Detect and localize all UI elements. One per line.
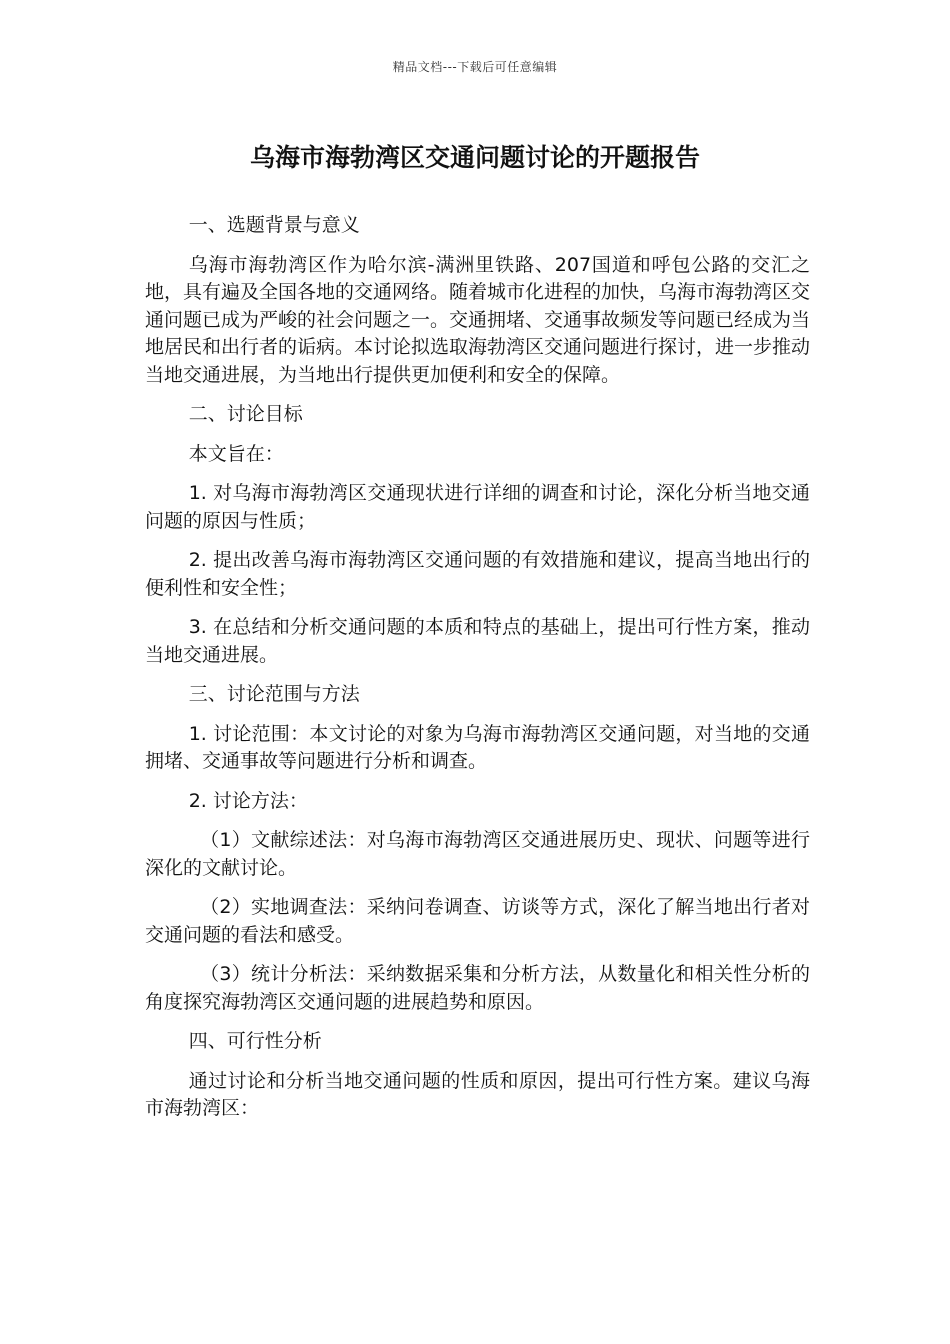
goal-item-1: 1. 对乌海市海勃湾区交通现状进行详细的调查和讨论，深化分析当地交通问题的原因与性质； [145, 482, 810, 532]
document-title: 乌海市海勃湾区交通问题讨论的开题报告 [249, 143, 700, 172]
method-literature-review: （1）文献综述法：对乌海市海勃湾区交通进展历史、现状、问题等进行深化的文献讨论。 [145, 829, 810, 879]
section-heading-scope-methods: 三、讨论范围与方法 [188, 683, 360, 705]
document-body [145, 212, 810, 1135]
goal-item-2: 2. 提出改善乌海市海勃湾区交通问题的有效措施和建议，提高当地出行的便利性和安全性； [145, 549, 810, 599]
methods-item: 2. 讨论方法： [188, 789, 308, 812]
paragraph-feasibility: 通过讨论和分析当地交通问题的性质和原因，提出可行性方案。建议乌海市海勃湾区： [145, 1069, 810, 1119]
paragraph-goals-intro: 本文旨在： [188, 442, 284, 465]
method-field-survey: （2）实地调查法：采纳问卷调查、访谈等方式，深化了解当地出行者对交通问题的看法和感受。 [145, 896, 810, 946]
method-statistical-analysis: （3）统计分析法：采纳数据采集和分析方法，从数量化和相关性分析的角度探究海勃湾区交通问题的进展趋势和原因。 [145, 963, 810, 1013]
goal-item-3: 3. 在总结和分析交通问题的本质和特点的基础上，提出可行性方案，推动当地交通进展。 [145, 616, 810, 666]
section-heading-goals: 二、讨论目标 [188, 403, 303, 425]
paragraph-background: 乌海市海勃湾区作为哈尔滨-满洲里铁路、207国道和呼包公路的交汇之地，具有遍及全国各地的交通网络。随着城市化进程的加快，乌海市海勃湾区交通问题已成为严峻的社会问题之一。交通拥堵、交通事故频发等问题已经成为当地居民和出行者的诟病。本讨论拟选取海勃湾区交通问题进行探讨，进一步推动当地交通进展，为当地出行提供更加便利和安全的保障。 [145, 253, 811, 386]
header-note: 精品文档---下载后可任意编辑 [392, 60, 558, 74]
section-heading-background: 一、选题背景与意义 [188, 214, 360, 236]
section-heading-feasibility: 四、可行性分析 [188, 1030, 322, 1052]
scope-item: 1. 讨论范围：本文讨论的对象为乌海市海勃湾区交通问题，对当地的交通拥堵、交通事故等问题进行分析和调查。 [145, 722, 810, 772]
